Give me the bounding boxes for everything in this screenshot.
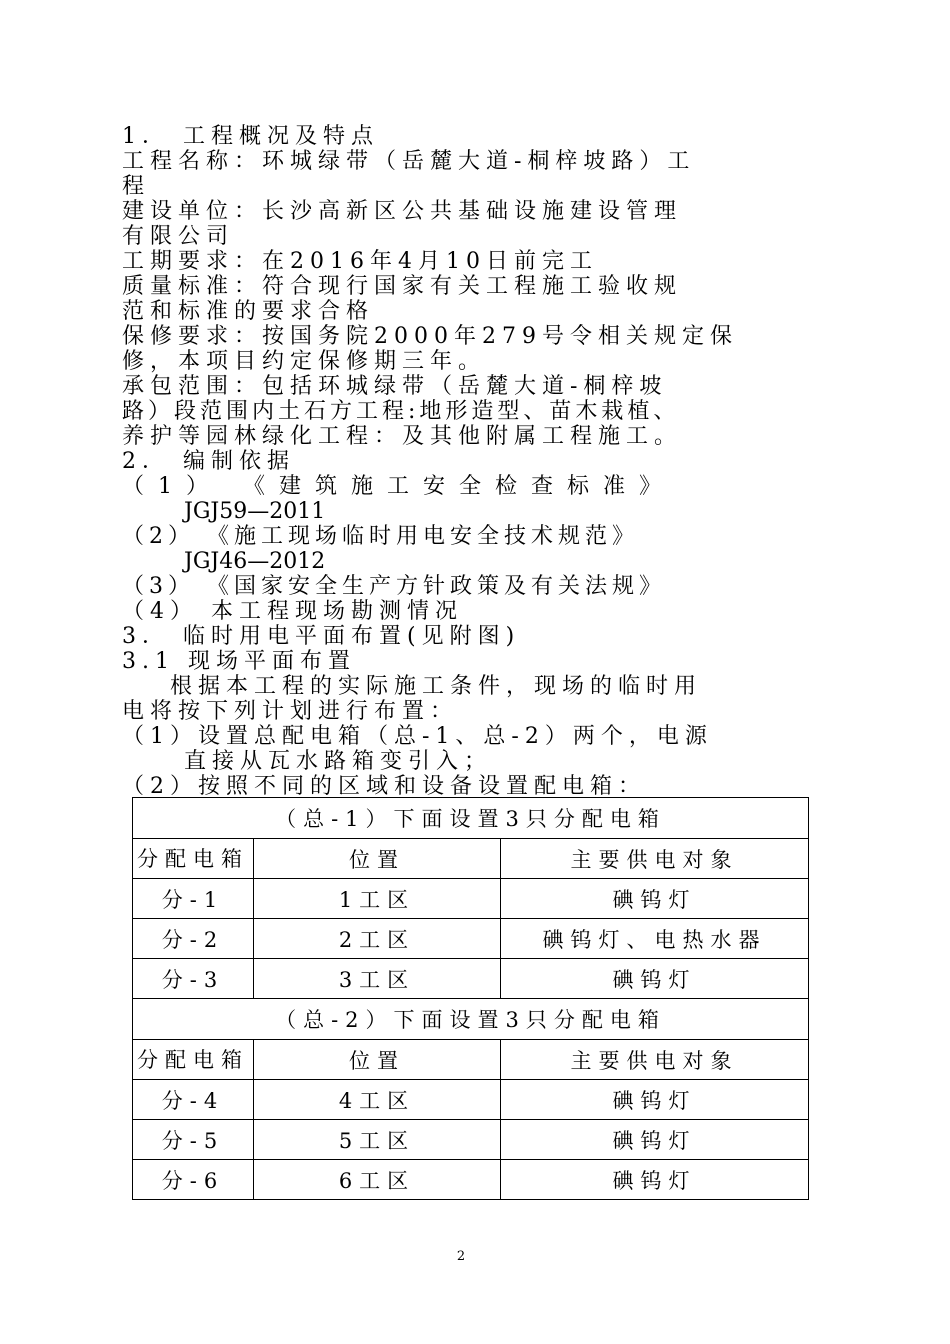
heading-basis: 2． 编制依据	[122, 449, 295, 474]
box-location: 4工区	[254, 1080, 501, 1120]
warranty-line: 保修要求：按国务院2000年279号令相关规定保	[122, 324, 738, 349]
group-title-row	[133, 798, 809, 839]
group-title-row	[133, 999, 809, 1040]
basis-item-2-code: JGJ46—2012	[184, 549, 326, 574]
table-row	[133, 1080, 809, 1120]
project-name-line-cont: 程	[122, 174, 151, 199]
layout-item-1: （1）设置总配电箱（总-1、总-2）两个，电源	[122, 724, 713, 749]
box-load: 碘钨灯	[501, 879, 809, 919]
header-load: 主要供电对象	[501, 1040, 809, 1080]
scope-line: 承包范围：包括环城绿带（岳麓大道-桐梓坡	[122, 374, 668, 399]
header-load: 主要供电对象	[501, 839, 809, 879]
box-id: 分-1	[133, 879, 254, 919]
table-row	[133, 919, 809, 959]
basis-item-4: （4） 本工程现场勘测情况	[122, 599, 463, 624]
header-location: 位置	[254, 839, 501, 879]
box-location: 5工区	[254, 1120, 501, 1160]
builder-line-cont: 有限公司	[122, 224, 235, 249]
builder-line: 建设单位：长沙高新区公共基础设施建设管理	[122, 199, 683, 224]
quality-line: 质量标准：符合现行国家有关工程施工验收规	[122, 274, 683, 299]
scope-line-cont: 路）段范围内土石方工程:地形造型、苗木栽植、	[122, 399, 680, 424]
box-id: 分-6	[133, 1160, 254, 1200]
box-id: 分-5	[133, 1120, 254, 1160]
project-name-line: 工程名称：环城绿带（岳麓大道-桐梓坡路）工	[122, 149, 696, 174]
group-title: （总-1）下面设置3只分配电箱	[133, 798, 809, 839]
heading-layout: 3． 临时用电平面布置(见附图)	[122, 624, 521, 649]
page-number: 2	[456, 1249, 466, 1264]
box-location: 1工区	[254, 879, 501, 919]
box-id: 分-3	[133, 959, 254, 999]
box-load: 碘钨灯	[501, 1120, 809, 1160]
subheading-site-layout: 3.1 现场平面布置	[122, 649, 356, 674]
basis-item-3: （3） 《国家安全生产方针政策及有关法规》	[122, 574, 666, 599]
warranty-line-cont: 修，本项目约定保修期三年。	[122, 349, 487, 374]
header-location: 位置	[254, 1040, 501, 1080]
box-id: 分-2	[133, 919, 254, 959]
box-location: 3工区	[254, 959, 501, 999]
box-location: 6工区	[254, 1160, 501, 1200]
header-row	[133, 839, 809, 879]
heading-project-overview: 1． 工程概况及特点	[122, 124, 379, 149]
basis-item-1: （1） 《建筑施工安全检查标准》	[122, 474, 675, 499]
basis-item-1-code: JGJ59—2011	[184, 499, 326, 524]
box-id: 分-4	[133, 1080, 254, 1120]
basis-item-2: （2） 《施工现场临时用电安全技术规范》	[122, 524, 639, 549]
table-row	[133, 1160, 809, 1200]
table-row	[133, 959, 809, 999]
quality-line-cont: 范和标准的要求合格	[122, 299, 375, 324]
layout-paragraph: 根据本工程的实际施工条件，现场的临时用	[170, 674, 703, 699]
table-row	[133, 879, 809, 919]
schedule-line: 工期要求：在2016年4月10日前完工	[122, 249, 598, 274]
header-row	[133, 1040, 809, 1080]
header-box: 分配电箱	[133, 1040, 254, 1080]
group-title: （总-2）下面设置3只分配电箱	[133, 999, 809, 1040]
box-load: 碘钨灯	[501, 1160, 809, 1200]
box-load: 碘钨灯	[501, 959, 809, 999]
header-box: 分配电箱	[133, 839, 254, 879]
layout-item-1-cont: 直接从瓦水路箱变引入；	[184, 749, 493, 774]
box-load: 碘钨灯	[501, 1080, 809, 1120]
box-load: 碘钨灯、电热水器	[501, 919, 809, 959]
distribution-box-table	[132, 797, 809, 1200]
scope-line-cont2: 养护等园林绿化工程：及其他附属工程施工。	[122, 424, 683, 449]
box-location: 2工区	[254, 919, 501, 959]
table-row	[133, 1120, 809, 1160]
layout-item-2: （2）按照不同的区域和设备设置配电箱：	[122, 774, 646, 799]
layout-paragraph-cont: 电将按下列计划进行布置：	[122, 699, 459, 724]
